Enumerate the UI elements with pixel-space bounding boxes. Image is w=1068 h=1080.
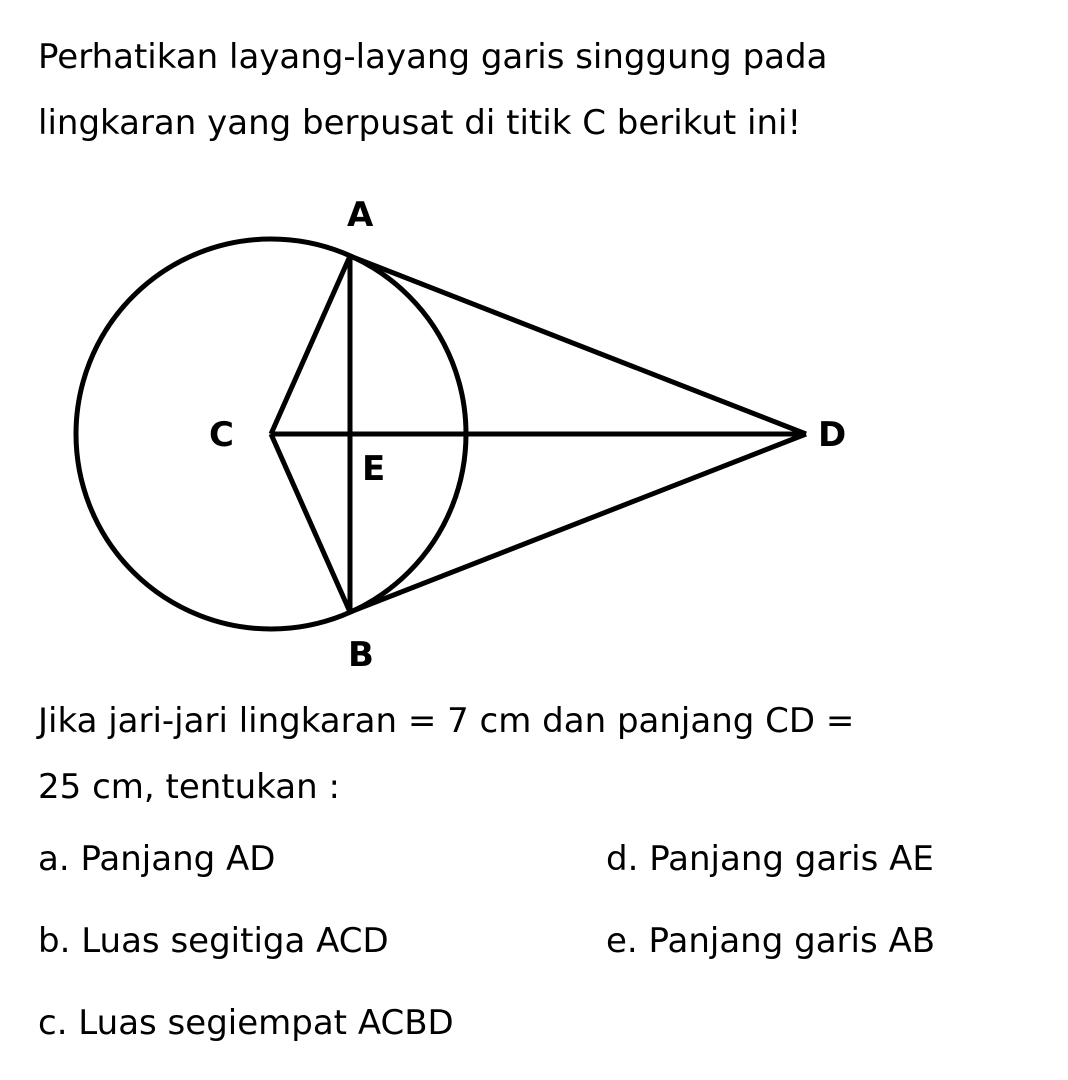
tangent-BD <box>350 434 806 612</box>
item-d: d. Panjang garis AE <box>606 839 934 879</box>
label-D: D <box>818 415 847 455</box>
label-A: A <box>347 195 374 235</box>
tangent-AD <box>350 256 806 434</box>
radius-CB <box>271 434 350 612</box>
item-a: a. Panjang AD <box>38 839 276 879</box>
label-E: E <box>362 449 386 489</box>
question-text <box>38 688 1038 820</box>
radius-CA <box>271 256 350 434</box>
figure-svg <box>0 180 1068 680</box>
item-c: c. Luas segiempat ACBD <box>38 1003 454 1043</box>
intro-line-2: lingkaran yang berpusat di titik C berikut ini! <box>38 103 802 143</box>
item-b: b. Luas segitiga ACD <box>38 921 389 961</box>
intro-line-1: Perhatikan layang-layang garis singgung pada <box>38 37 828 77</box>
label-C: C <box>209 415 234 455</box>
label-B: B <box>348 635 374 675</box>
kite-tangent-figure <box>0 180 1068 680</box>
question-line-1: Jika jari-jari lingkaran = 7 cm dan panjang CD = <box>38 701 855 741</box>
item-e: e. Panjang garis AB <box>606 921 936 961</box>
question-line-2: 25 cm, tentukan : <box>38 767 340 807</box>
problem-intro <box>38 24 1038 156</box>
